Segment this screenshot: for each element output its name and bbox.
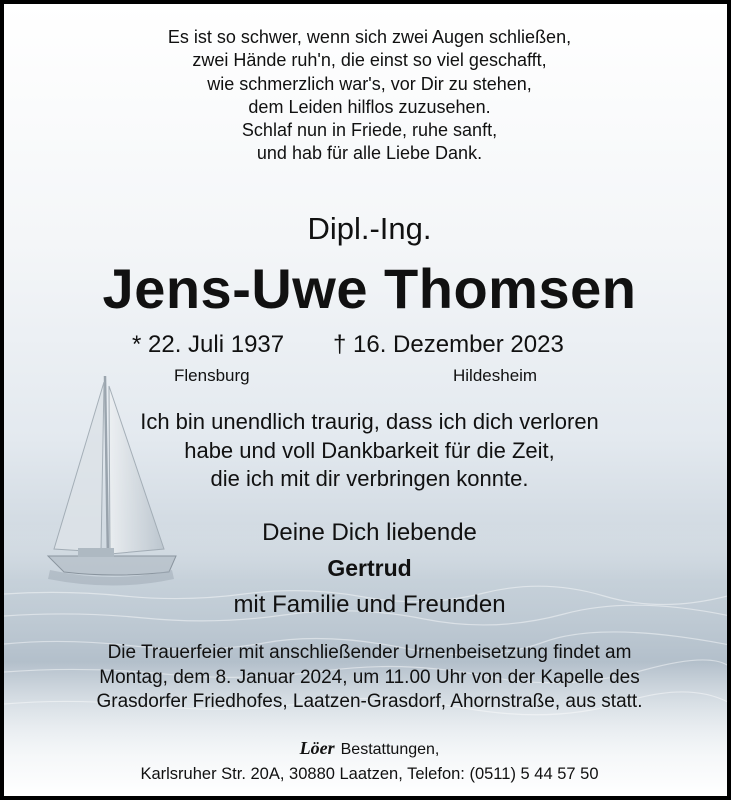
funeral-notice bbox=[4, 641, 731, 715]
signature-intro: Deine Dich liebende bbox=[262, 519, 477, 546]
message-line: die ich mit dir verbringen konnte. bbox=[210, 466, 529, 491]
poem bbox=[4, 26, 731, 166]
poem-line: Schlaf nun in Friede, ruhe sanft, bbox=[241, 120, 498, 141]
mourning-message bbox=[4, 408, 731, 494]
message-line: habe und voll Dankbarkeit für die Zeit, bbox=[184, 437, 555, 463]
notice-line: Grasdorfer Friedhofes, Laatzen-Grasdorf, Ahornstraße, aus statt. bbox=[96, 691, 643, 712]
poem-line: wie schmerzlich war's, vor Dir zu stehen, bbox=[207, 73, 532, 94]
undertaker-brand: Löer bbox=[299, 738, 335, 758]
birth-date: * 22. Juli 1937 bbox=[132, 331, 285, 358]
death-date: † 16. Dezember 2023 bbox=[333, 331, 564, 358]
signature-name: Gertrud bbox=[327, 555, 412, 581]
signature-family: mit Familie und Freunden bbox=[233, 591, 506, 618]
message-line: Ich bin unendlich traurig, dass ich dich verloren bbox=[140, 409, 599, 434]
poem-line: und hab für alle Liebe Dank. bbox=[256, 143, 483, 164]
notice-line: Die Trauerfeier mit anschließender Urnenbeisetzung findet am bbox=[107, 642, 632, 663]
undertaker-address: Karlsruher Str. 20A, 30880 Laatzen, Telefon: (0511) 5 44 57 50 bbox=[140, 765, 599, 783]
academic-title: Dipl.-Ing. bbox=[307, 211, 432, 246]
undertaker-label: Bestattungen, bbox=[340, 741, 440, 758]
death-place: Hildesheim bbox=[453, 366, 538, 385]
poem-line: dem Leiden hilflos zuzusehen. bbox=[248, 96, 491, 117]
poem-line: zwei Hände ruh'n, die einst so viel geschafft, bbox=[192, 50, 547, 71]
poem-line: Es ist so schwer, wenn sich zwei Augen schließen, bbox=[167, 27, 572, 47]
birth-place: Flensburg bbox=[174, 366, 250, 385]
deceased-name: Jens-Uwe Thomsen bbox=[102, 257, 637, 320]
notice-line: Montag, dem 8. Januar 2024, um 11.00 Uhr von der Kapelle des bbox=[99, 666, 640, 688]
undertaker bbox=[4, 738, 731, 759]
